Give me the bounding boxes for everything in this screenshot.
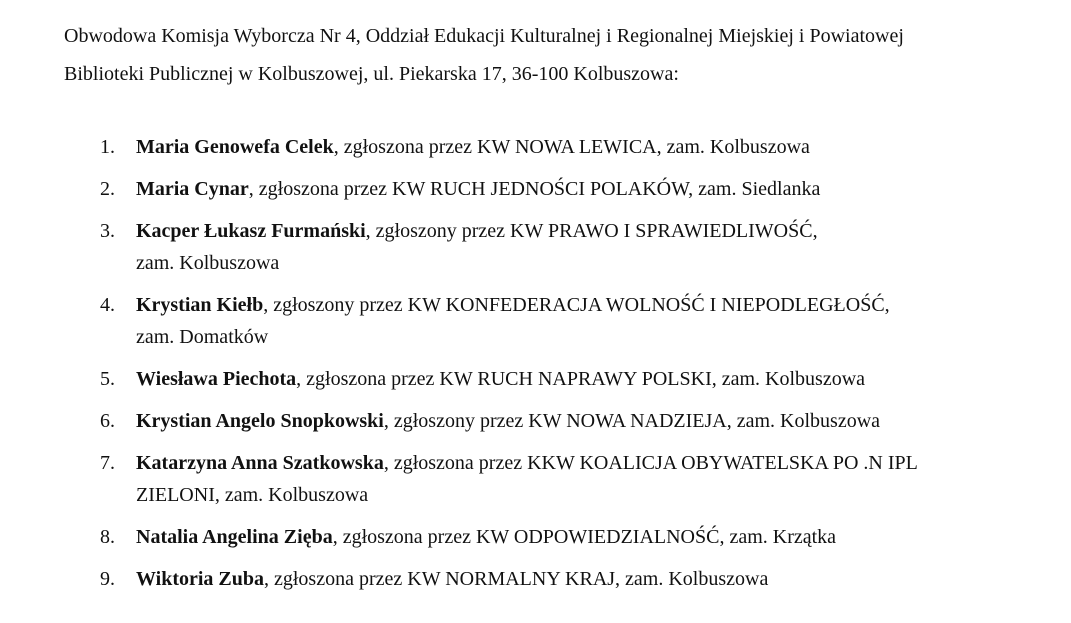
- member-details: , zgłoszona przez KW ODPOWIEDZIALNOŚĆ, zam. Krzątka: [332, 526, 837, 548]
- member-details: , zgłoszona przez KW NOWA LEWICA, zam. Kolbuszowa: [333, 136, 810, 158]
- list-item: [0, 215, 1071, 279]
- list-item: [0, 173, 1071, 205]
- header-line-1: Obwodowa Komisja Wyborcza Nr 4, Oddział Edukacji Kulturalnej i Regionalnej Miejskiej i Powiatowej: [64, 25, 904, 47]
- members-list: [0, 131, 1071, 605]
- item-number: 3.: [100, 220, 115, 242]
- member-name: Natalia Angelina Zięba: [136, 526, 333, 548]
- item-number: 9.: [100, 568, 115, 590]
- header-line-2: Biblioteki Publicznej w Kolbuszowej, ul. Piekarska 17, 36-100 Kolbuszowa:: [64, 63, 679, 85]
- member-name: Kacper Łukasz Furmański: [136, 220, 366, 242]
- item-number: 2.: [100, 178, 115, 200]
- member-details: , zgłoszony przez KW KONFEDERACJA WOLNOŚĆ I NIEPODLEGŁOŚĆ,: [263, 294, 890, 316]
- member-residence: ZIELONI, zam. Kolbuszowa: [136, 484, 369, 506]
- list-item: [0, 289, 1071, 353]
- list-item: [0, 363, 1071, 395]
- member-details: , zgłoszona przez KW NORMALNY KRAJ, zam. Kolbuszowa: [264, 568, 769, 590]
- member-name: Krystian Kiełb: [136, 294, 264, 316]
- member-details: , zgłoszony przez KW PRAWO I SPRAWIEDLIWOŚĆ,: [365, 220, 818, 242]
- member-name: Wiktoria Zuba: [136, 568, 264, 590]
- list-item: [0, 521, 1071, 553]
- member-name: Maria Genowefa Celek: [136, 136, 334, 158]
- member-details: , zgłoszona przez KW RUCH JEDNOŚCI POLAKÓW, zam. Siedlanka: [248, 178, 821, 200]
- item-number: 6.: [100, 410, 115, 432]
- member-details: , zgłoszona przez KKW KOALICJA OBYWATELSKA PO .N IPL: [383, 452, 918, 474]
- member-name: Wiesława Piechota: [136, 368, 297, 390]
- member-name: Krystian Angelo Snopkowski: [136, 410, 384, 432]
- item-number: 8.: [100, 526, 115, 548]
- member-details: , zgłoszona przez KW RUCH NAPRAWY POLSKI, zam. Kolbuszowa: [296, 368, 866, 390]
- list-item: [0, 131, 1071, 163]
- item-number: 5.: [100, 368, 115, 390]
- item-number: 4.: [100, 294, 115, 316]
- list-item: [0, 405, 1071, 437]
- commission-header: [64, 17, 1054, 93]
- member-name: Katarzyna Anna Szatkowska: [136, 452, 384, 474]
- list-item: [0, 563, 1071, 595]
- member-details: , zgłoszony przez KW NOWA NADZIEJA, zam. Kolbuszowa: [383, 410, 881, 432]
- item-number: 1.: [100, 136, 115, 158]
- member-name: Maria Cynar: [136, 178, 249, 200]
- list-item: [0, 447, 1071, 511]
- member-residence: zam. Kolbuszowa: [136, 252, 280, 274]
- member-residence: zam. Domatków: [136, 326, 269, 348]
- item-number: 7.: [100, 452, 115, 474]
